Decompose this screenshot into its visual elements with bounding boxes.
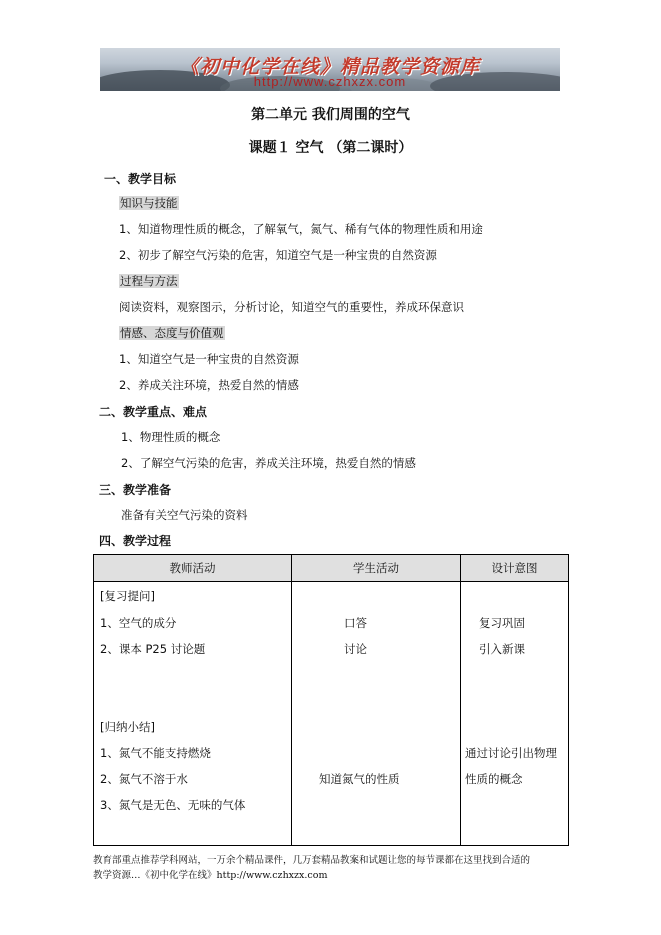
footer-line bbox=[93, 868, 569, 883]
teacher-item: 1、空气的成分 bbox=[100, 616, 177, 630]
teacher-activity-cell bbox=[94, 582, 292, 846]
student-item: 知道氮气的性质 bbox=[319, 772, 400, 786]
student-item: 讨论 bbox=[344, 642, 367, 656]
emotion-item: 1、知道空气是一种宝贵的自然资源 bbox=[119, 352, 299, 366]
design-item: 性质的概念 bbox=[465, 772, 523, 786]
header-banner bbox=[100, 48, 560, 91]
prep-text: 准备有关空气污染的资料 bbox=[121, 508, 248, 522]
key-point-item: 2、了解空气污染的危害，养成关注环境，热爱自然的情感 bbox=[121, 456, 416, 470]
table-header-cell: 教师活动 bbox=[94, 555, 292, 582]
key-point-item: 1、物理性质的概念 bbox=[121, 430, 221, 444]
footer-line: 教育部重点推荐学科网站，一万余个精品课件，几万套精品教案和试题让您的每节课都在这里找到合适的 bbox=[93, 855, 531, 866]
banner-url-link[interactable]: http://www.czhxzx.com bbox=[253, 74, 407, 89]
emotion-item: 2、养成关注环境，热爱自然的情感 bbox=[119, 378, 299, 392]
table-header-cell: 设计意图 bbox=[461, 555, 569, 582]
section-heading-goals: 一、教学目标 bbox=[104, 172, 177, 186]
lesson-process-table bbox=[93, 554, 569, 846]
student-item: 口答 bbox=[344, 616, 367, 630]
teacher-item: 2、课本 P25 讨论题 bbox=[100, 642, 206, 656]
table-row bbox=[94, 582, 569, 846]
design-item: 引入新课 bbox=[479, 642, 525, 656]
section-heading-key-points: 二、教学重点、难点 bbox=[99, 405, 208, 419]
footer-note bbox=[93, 853, 569, 883]
review-label: [复习提问] bbox=[100, 589, 155, 603]
subheading-emotion: 情感、态度与价值观 bbox=[120, 326, 224, 340]
teacher-item: 2、氮气不溶于水 bbox=[100, 772, 188, 786]
section-heading-prep: 三、教学准备 bbox=[99, 483, 172, 497]
table-header-row bbox=[94, 555, 569, 582]
design-item: 通过讨论引出物理 bbox=[465, 746, 557, 760]
banner-title: 《初中化学在线》精品教学资源库 bbox=[179, 56, 480, 78]
process-text: 阅读资料，观察图示，分析讨论，知道空气的重要性，养成环保意识 bbox=[119, 300, 464, 314]
unit-title: 第二单元 我们周围的空气 bbox=[251, 107, 410, 123]
subheading-process: 过程与方法 bbox=[120, 274, 178, 288]
footer-url-link[interactable]: http://www.czhxzx.com bbox=[216, 870, 328, 881]
teacher-item: 1、氮气不能支持燃烧 bbox=[100, 746, 211, 760]
design-intent-cell bbox=[461, 582, 569, 846]
footer-prefix: 教学资源…《初中化学在线》 bbox=[93, 870, 217, 881]
knowledge-item: 1、知道物理性质的概念，了解氧气，氮气、稀有气体的物理性质和用途 bbox=[119, 222, 483, 236]
table-header-cell: 学生活动 bbox=[292, 555, 461, 582]
section-heading-process: 四、教学过程 bbox=[99, 534, 172, 548]
lesson-title: 课题１ 空气 （第二课时） bbox=[248, 140, 413, 156]
teacher-item: 3、氮气是无色、无味的气体 bbox=[100, 798, 246, 812]
student-activity-cell bbox=[292, 582, 461, 846]
design-item: 复习巩固 bbox=[479, 616, 525, 630]
subheading-knowledge: 知识与技能 bbox=[120, 196, 178, 210]
knowledge-item: 2、初步了解空气污染的危害，知道空气是一种宝贵的自然资源 bbox=[119, 248, 437, 262]
summary-label: [归纳小结] bbox=[100, 720, 155, 734]
